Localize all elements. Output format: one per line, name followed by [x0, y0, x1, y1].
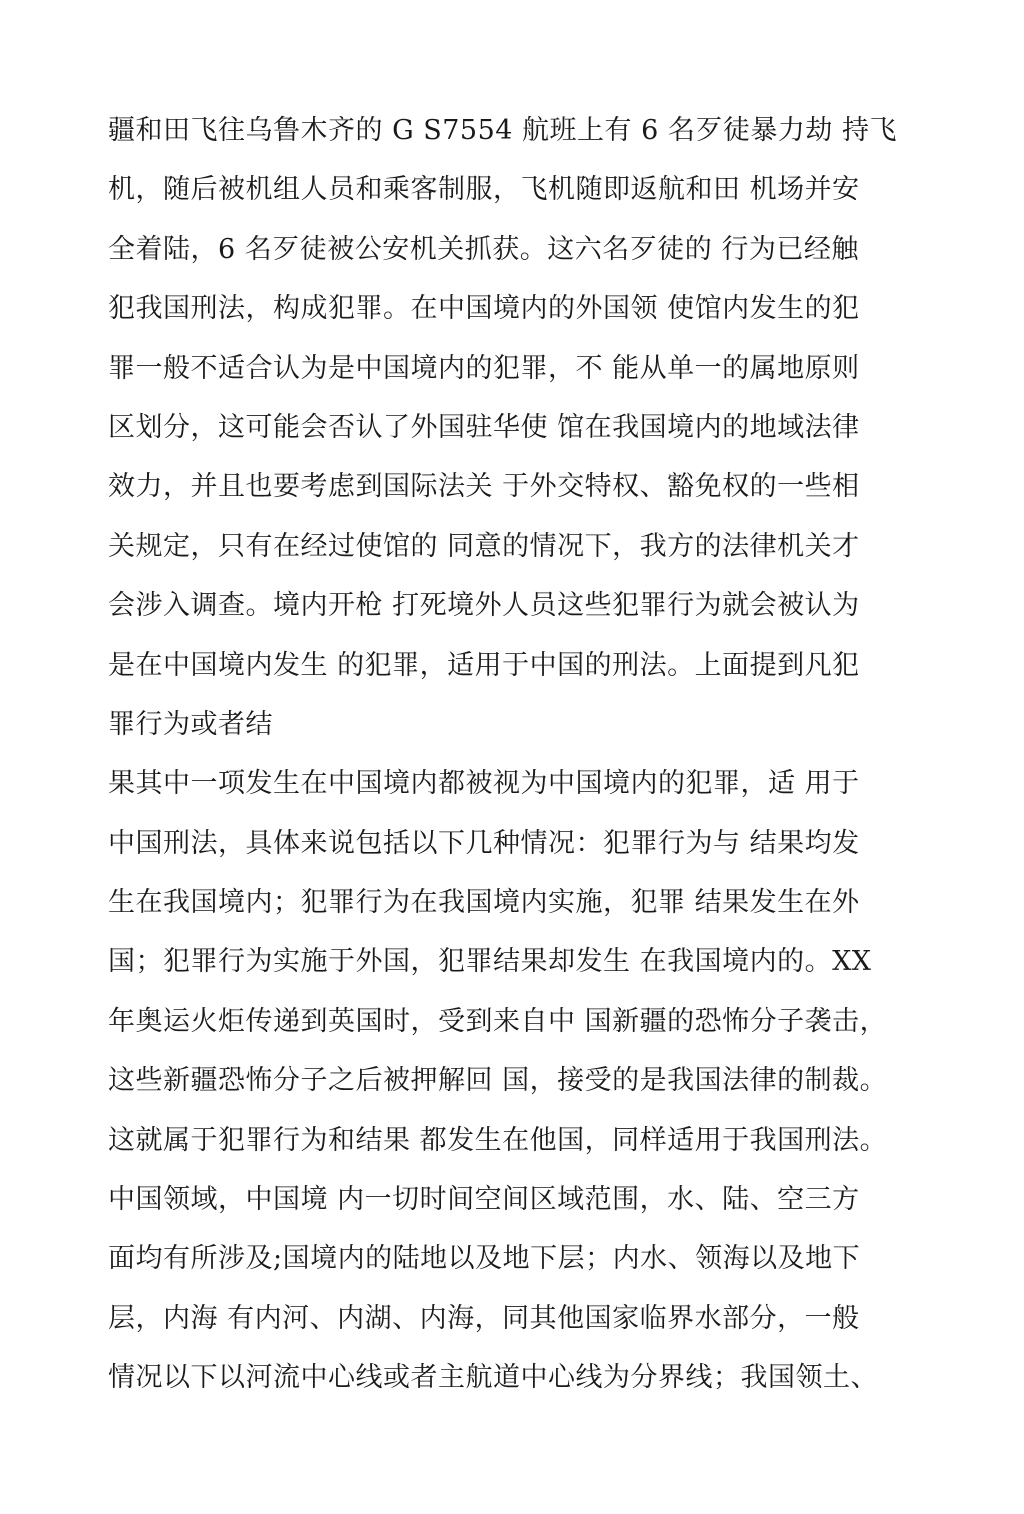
text-line: 中国领域，中国境 内一切时间空间区域范围，水、陆、空三方	[108, 1184, 860, 1216]
text-line: 面均有所涉及;国境内的陆地以及地下层；内水、领海以及地下	[108, 1243, 861, 1275]
text-line: 层，内海 有内河、内湖、内海，同其他国家临界水部分，一般	[108, 1302, 860, 1334]
text-line: 年奥运火炬传递到英国时，受到来自中 国新疆的恐怖分子袭击，	[108, 1005, 888, 1037]
text-line: 这些新疆恐怖分子之后被押解回 国，接受的是我国法律的制裁。	[108, 1065, 888, 1097]
text-line: 情况以下以河流中心线或者主航道中心线为分界线；我国领土、	[108, 1362, 878, 1394]
text-line: 罪一般不适合认为是中国境内的犯罪，不 能从单一的属地原则	[108, 352, 860, 384]
text-line: 中国刑法，具体来说包括以下几种情况：犯罪行为与 结果均发	[108, 827, 860, 859]
body-text	[108, 106, 928, 1413]
text-line: 效力，并且也要考虑到国际法关 于外交特权、豁免权的一些相	[108, 471, 860, 503]
text-line: 机，随后被机组人员和乘客制服，飞机随即返航和田 机场并安	[108, 174, 860, 206]
text-line: 罪行为或者结	[108, 708, 273, 740]
text-line: 疆和田飞往乌鲁木齐的 G S7554 航班上有 6 名歹徒暴力劫 持飞	[108, 115, 897, 146]
text-line: 果其中一项发生在中国境内都被视为中国境内的犯罪，适 用于	[108, 768, 860, 800]
text-line: 区划分，这可能会否认了外国驻华使 馆在我国境内的地域法律	[108, 411, 860, 443]
text-line: 生在我国境内；犯罪行为在我国境内实施，犯罪 结果发生在外	[108, 887, 860, 919]
text-line: 犯我国刑法，构成犯罪。在中国境内的外国领 使馆内发生的犯	[108, 293, 860, 325]
text-line: 国；犯罪行为实施于外国，犯罪结果却发生 在我国境内的。XX	[108, 946, 872, 978]
text-line: 全着陆，6 名歹徒被公安机关抓获。这六名歹徒的 行为已经触	[108, 233, 859, 265]
text-line: 是在中国境内发生 的犯罪，适用于中国的刑法。上面提到凡犯	[108, 649, 860, 681]
text-line: 这就属于犯罪行为和结果 都发生在他国，同样适用于我国刑法。	[108, 1124, 888, 1156]
text-line: 关规定，只有在经过使馆的 同意的情况下，我方的法律机关才	[108, 530, 860, 562]
text-line: 会涉入调查。境内开枪 打死境外人员这些犯罪行为就会被认为	[108, 590, 860, 622]
